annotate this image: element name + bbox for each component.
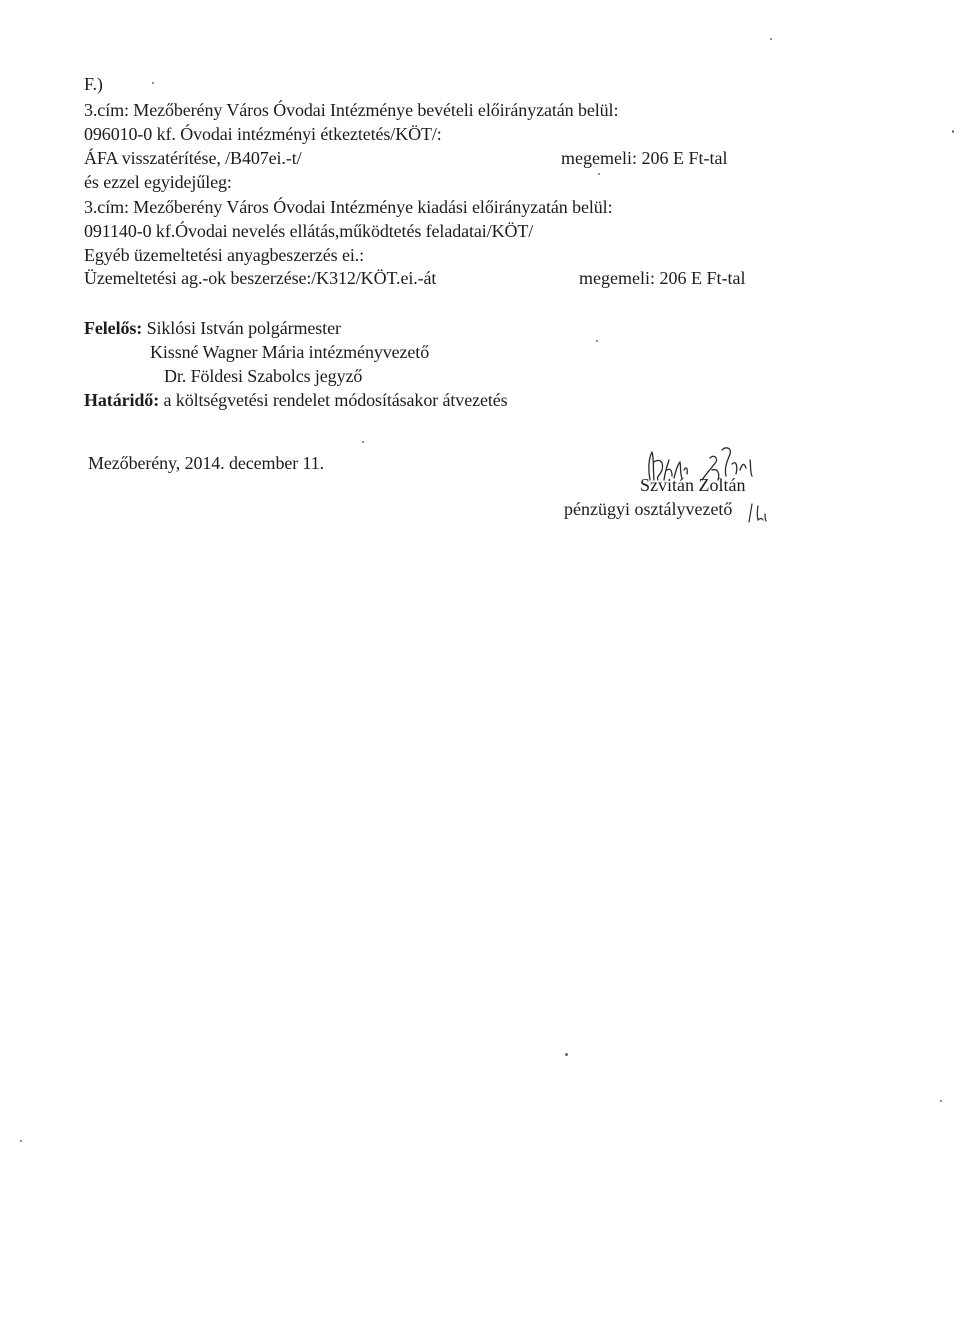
responsible-label: Felelős: (84, 318, 143, 338)
text-line-6: 091140-0 kf.Óvodai nevelés ellátás,működtetés feladatai/KÖT/ (84, 221, 534, 241)
text-line-7: Egyéb üzemeltetési anyagbeszerzés ei.: (84, 245, 365, 265)
scan-speck (952, 130, 954, 133)
signatory-name: Szvitán Zoltán (640, 475, 746, 495)
scan-speck (598, 173, 600, 175)
deadline-line (84, 389, 508, 411)
scan-speck (565, 1053, 568, 1056)
responsible-person-2: Kissné Wagner Mária intézményvezető (150, 342, 430, 362)
text-line-4: és ezzel egyidejűleg: (84, 172, 232, 192)
text-line-2: 096010-0 kf. Óvodai intézményi étkeztetés/KÖT/: (84, 124, 442, 144)
scan-speck (20, 1140, 22, 1142)
scan-speck (152, 82, 154, 84)
text-line-3: ÁFA visszatérítése, /B407ei.-t/ (84, 148, 302, 168)
amount-increase-2: megemeli: 206 E Ft-tal (579, 268, 746, 288)
responsible-person-1: Siklósi István polgármester (146, 318, 341, 338)
scan-speck (362, 441, 364, 443)
scan-speck (596, 340, 598, 342)
amount-increase-1: megemeli: 206 E Ft-tal (561, 148, 728, 168)
scan-speck (940, 1100, 942, 1102)
section-label: F.) (84, 74, 103, 94)
deadline-label: Határidő: (84, 390, 160, 410)
signature-initials (746, 500, 770, 524)
text-line-5: 3.cím: Mezőberény Város Óvodai Intézménye kiadási előirányzatán belül: (84, 197, 613, 217)
signatory-title: pénzügyi osztályvezető (564, 499, 733, 519)
place-and-date: Mezőberény, 2014. december 11. (88, 453, 325, 473)
responsible-person-3: Dr. Földesi Szabolcs jegyző (164, 366, 363, 386)
text-line-1: 3.cím: Mezőberény Város Óvodai Intézménye bevételi előirányzatán belül: (84, 100, 619, 120)
scan-speck (770, 38, 772, 40)
signature-block (564, 440, 784, 530)
deadline-text: a költségvetési rendelet módosításakor átvezetés (163, 390, 508, 410)
responsible-line (84, 317, 341, 339)
text-line-8: Üzemeltetési ag.-ok beszerzése:/K312/KÖT.ei.-át (84, 268, 437, 288)
